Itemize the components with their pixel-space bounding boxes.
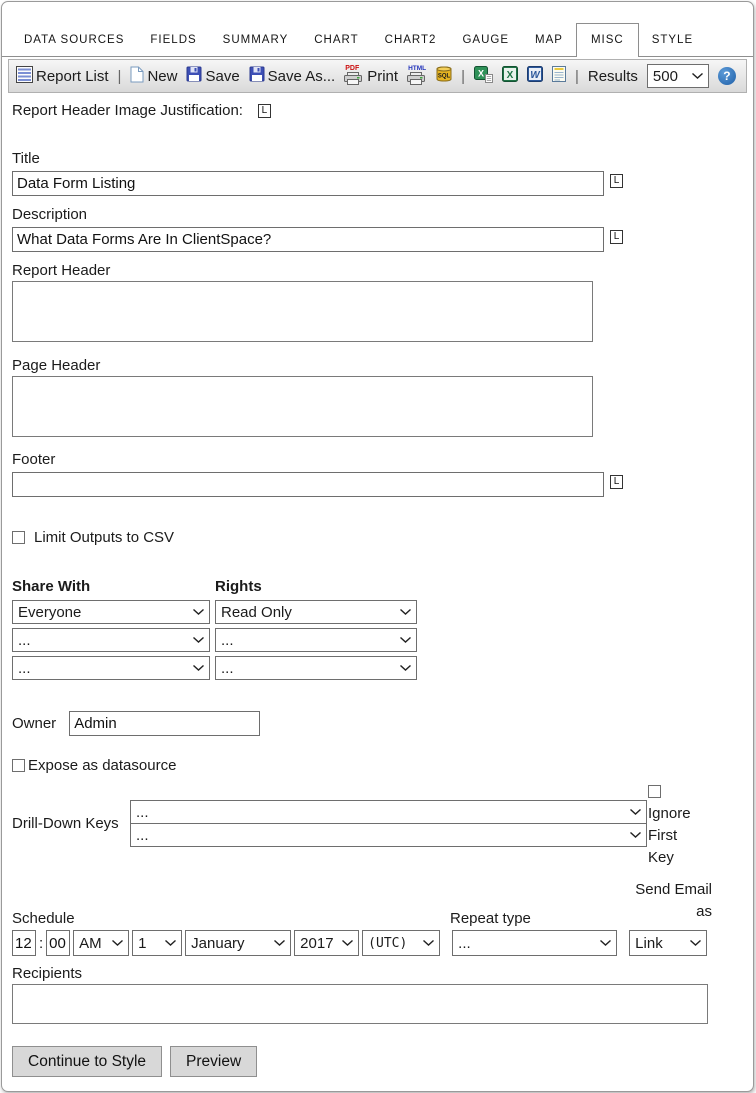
send-email-as-label: Send Email as — [635, 881, 712, 920]
footer-row — [12, 472, 743, 497]
new-label: New — [147, 67, 178, 85]
results-select-value: 500 — [652, 67, 678, 85]
page-header-textarea[interactable] — [12, 376, 593, 437]
new-button[interactable] — [130, 66, 177, 87]
word-icon — [527, 66, 543, 86]
report-list-label: Report List — [36, 67, 109, 85]
save-label: Save — [205, 67, 240, 85]
chevron-down-icon — [600, 940, 611, 946]
pdf-label: PDF — [345, 65, 360, 72]
drilldown-key-select-1[interactable] — [130, 800, 647, 824]
drilldown-key-value-2: ... — [136, 826, 149, 844]
new-document-icon — [130, 66, 144, 87]
send-email-as-select[interactable] — [629, 930, 707, 956]
header-image-justification-label: Report Header Image Justification: — [12, 102, 243, 119]
results-label: Results — [587, 67, 638, 85]
share-row — [12, 656, 743, 680]
sql-button[interactable] — [436, 66, 452, 86]
rights-value-3: ... — [221, 659, 234, 677]
action-buttons — [12, 1046, 743, 1077]
excel-export-icon — [474, 66, 493, 87]
report-header-label: Report Header — [12, 262, 111, 279]
recipients-textarea[interactable] — [12, 984, 708, 1024]
recipients-label: Recipients — [12, 965, 83, 982]
pdf-printer-icon — [344, 67, 364, 85]
save-as-floppy-icon — [249, 66, 265, 86]
chevron-down-icon — [692, 73, 703, 79]
timezone-value: (UTC) — [368, 935, 408, 951]
year-select[interactable] — [294, 930, 359, 956]
chevron-down-icon — [193, 609, 204, 615]
chevron-down-icon — [690, 940, 701, 946]
chevron-down-icon — [193, 637, 204, 643]
print-label: Print — [367, 67, 399, 85]
rights-select-1[interactable] — [215, 600, 417, 624]
footer-l-button[interactable]: L — [610, 475, 623, 489]
day-value: 1 — [138, 934, 147, 952]
page-header-label: Page Header — [12, 357, 101, 374]
drilldown-selects — [130, 800, 647, 847]
schedule-minute-input[interactable] — [46, 930, 70, 956]
report-list-button[interactable] — [16, 66, 109, 87]
year-value: 2017 — [300, 934, 334, 952]
title-label: Title — [12, 150, 40, 167]
justification-l-button[interactable]: L — [258, 104, 271, 118]
misc-form — [2, 102, 753, 1092]
chevron-down-icon — [400, 609, 411, 615]
print-pdf-button[interactable] — [344, 67, 398, 85]
repeat-type-select[interactable] — [452, 930, 617, 956]
chevron-down-icon — [165, 940, 176, 946]
save-as-button[interactable] — [249, 66, 336, 86]
drilldown-keys-label: Drill-Down Keys — [12, 815, 119, 832]
share-row — [12, 600, 743, 624]
title-row — [12, 171, 743, 196]
text-export-button[interactable] — [552, 66, 566, 86]
rights-select-3[interactable] — [215, 656, 417, 680]
repeat-type-label: Repeat type — [450, 910, 531, 927]
share-with-select-1[interactable] — [12, 600, 210, 624]
toolbar-separator: | — [574, 67, 579, 85]
report-header-textarea[interactable] — [12, 281, 593, 342]
rights-value-1: Read Only — [221, 603, 292, 621]
chevron-down-icon — [630, 832, 641, 838]
report-list-icon — [16, 66, 33, 87]
help-icon[interactable]: ? — [718, 67, 736, 85]
tab-summary[interactable]: SUMMARY — [222, 34, 289, 46]
chevron-down-icon — [112, 940, 123, 946]
day-select[interactable] — [132, 930, 182, 956]
chevron-down-icon — [400, 665, 411, 671]
repeat-type-value: ... — [458, 934, 471, 952]
ignore-first-key-checkbox[interactable] — [648, 785, 661, 798]
description-row — [12, 227, 743, 252]
tab-gauge[interactable]: GAUGE — [462, 34, 510, 46]
chevron-down-icon — [342, 940, 353, 946]
schedule-row — [12, 930, 743, 956]
footer-input[interactable] — [12, 472, 604, 497]
title-input[interactable] — [12, 171, 604, 196]
export-excel-button[interactable] — [474, 66, 493, 87]
ampm-value: AM — [79, 934, 102, 952]
html-label: HTML — [408, 65, 427, 72]
owner-input[interactable] — [69, 711, 260, 736]
footer-label: Footer — [12, 451, 56, 468]
drilldown-key-select-2[interactable] — [130, 823, 647, 847]
word-button[interactable] — [527, 66, 543, 86]
expose-row — [12, 757, 743, 774]
toolbar-separator: | — [117, 67, 122, 85]
share-with-header: Share With — [12, 578, 91, 595]
share-with-select-3[interactable] — [12, 656, 210, 680]
send-email-as-value: Link — [635, 934, 663, 952]
svg-text:SQL: SQL — [437, 73, 451, 80]
save-floppy-icon — [186, 66, 202, 86]
header-image-justification-row — [12, 102, 743, 119]
preview-button[interactable]: Preview — [170, 1046, 257, 1077]
share-with-value-2: ... — [18, 631, 31, 649]
toolbar-separator: | — [461, 67, 465, 85]
rights-header: Rights — [215, 578, 262, 595]
print-html-button[interactable] — [407, 67, 427, 85]
share-grid — [12, 600, 743, 680]
time-separator: : — [39, 934, 44, 952]
month-value: January — [191, 934, 245, 952]
excel-icon — [502, 66, 518, 86]
timezone-select[interactable] — [362, 930, 440, 956]
share-headers — [12, 578, 743, 595]
schedule-hour-input[interactable] — [12, 930, 36, 956]
owner-label: Owner — [12, 715, 57, 732]
limit-outputs-checkbox[interactable] — [12, 531, 25, 544]
expose-datasource-checkbox[interactable] — [12, 759, 25, 772]
drilldown-key-value-1: ... — [136, 803, 149, 821]
save-as-label: Save As... — [267, 67, 336, 85]
schedule-label: Schedule — [12, 910, 75, 927]
excel-button[interactable] — [502, 66, 518, 86]
tab-misc[interactable]: MISC — [576, 23, 639, 57]
rights-select-2[interactable] — [215, 628, 417, 652]
ampm-select[interactable] — [73, 930, 129, 956]
month-select[interactable] — [185, 930, 291, 956]
title-l-button[interactable]: L — [610, 174, 623, 188]
tab-style[interactable]: STYLE — [651, 34, 694, 46]
tab-chart2[interactable]: CHART2 — [384, 34, 437, 46]
chevron-down-icon — [274, 940, 285, 946]
tab-map[interactable]: MAP — [535, 34, 563, 46]
notepad-icon — [552, 66, 566, 86]
continue-to-style-button[interactable]: Continue to Style — [12, 1046, 162, 1077]
svg-text:X: X — [477, 68, 484, 78]
share-row — [12, 628, 743, 652]
chevron-down-icon — [400, 637, 411, 643]
html-printer-icon — [407, 67, 427, 85]
sql-icon — [436, 66, 452, 86]
chevron-down-icon — [193, 665, 204, 671]
report-editor-window — [1, 1, 754, 1092]
description-label: Description — [12, 206, 88, 223]
ignore-first-key-label: Ignore First Key — [648, 805, 691, 866]
share-with-select-2[interactable] — [12, 628, 210, 652]
svg-text:W: W — [530, 70, 540, 81]
owner-row — [12, 711, 743, 736]
expose-datasource-label: Expose as datasource — [28, 757, 177, 774]
tab-bar — [2, 2, 753, 57]
limit-outputs-row — [12, 529, 743, 546]
svg-text:X: X — [506, 70, 514, 81]
drilldown-section — [12, 800, 743, 866]
description-input[interactable] — [12, 227, 604, 252]
ignore-first-key-group — [648, 785, 708, 869]
tab-data-sources[interactable]: DATA SOURCES — [24, 34, 125, 46]
toolbar — [8, 59, 747, 93]
limit-outputs-label: Limit Outputs to CSV — [34, 529, 175, 546]
share-with-value-1: Everyone — [18, 603, 82, 621]
tab-chart[interactable]: CHART — [314, 34, 359, 46]
save-button[interactable] — [186, 66, 239, 86]
rights-value-2: ... — [221, 631, 234, 649]
schedule-labels — [12, 881, 743, 930]
chevron-down-icon — [423, 940, 434, 946]
chevron-down-icon — [630, 809, 641, 815]
description-l-button[interactable]: L — [610, 230, 623, 244]
tab-fields[interactable]: FIELDS — [150, 34, 197, 46]
share-with-value-3: ... — [18, 659, 31, 677]
results-select[interactable] — [647, 64, 709, 88]
